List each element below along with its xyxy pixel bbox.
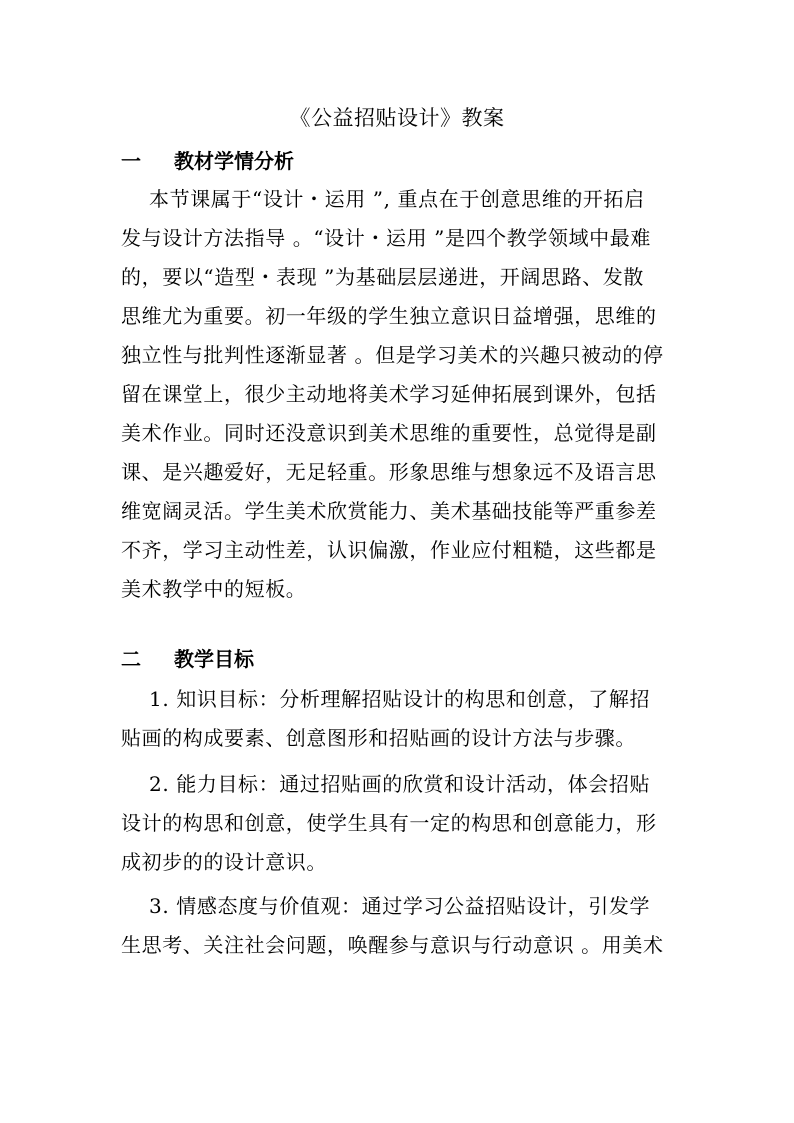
- list-item-line: 2. 能力目标：通过招贴画的欣赏和设计活动，体会招贴: [149, 772, 651, 796]
- objective-item-attitude: [121, 887, 679, 965]
- section-heading-analysis: [121, 146, 294, 176]
- paragraph-line: 的，要以“造型・表现 ”为基础层层递进，开阔思路、发散: [121, 265, 645, 289]
- paragraph-line: 美术教学中的短板。: [121, 577, 307, 601]
- paragraph-line: 发与设计方法指导 。“设计・运用 ”是四个教学领域中最难: [121, 226, 651, 250]
- paragraph-line: 美术作业。同时还没意识到美术思维的重要性，总觉得是副: [121, 421, 657, 445]
- list-item-line: 设计的构思和创意，使学生具有一定的构思和创意能力，形: [121, 811, 657, 835]
- list-item-line: 贴画的构成要素、创意图形和招贴画的设计方法与步骤。: [121, 726, 636, 750]
- section-title: 教学目标: [174, 647, 254, 671]
- paragraph-line: 不齐，学习主动性差，认识偏激，作业应付粗糙，这些都是: [121, 538, 657, 562]
- section-number: 一: [121, 149, 141, 173]
- paragraph-line: 独立性与批判性逐渐显著 。但是学习美术的兴趣只被动的停: [121, 343, 664, 367]
- list-item-line: 1. 知识目标：分析理解招贴设计的构思和创意，了解招: [149, 687, 651, 711]
- paragraph-line: 思维尤为重要。初一年级的学生独立意识日益增强，思维的: [121, 304, 657, 328]
- objective-item-knowledge: [121, 680, 679, 758]
- list-item-line: 生思考、关注社会问题，唤醒参与意识与行动意识 。用美术: [121, 933, 664, 957]
- analysis-paragraph: [121, 180, 679, 609]
- section-title: 教材学情分析: [174, 149, 294, 173]
- section-heading-objectives: [121, 644, 254, 674]
- list-item-line: 成初步的的设计意识。: [121, 850, 327, 874]
- list-item-line: 3. 情感态度与价值观：通过学习公益招贴设计，引发学: [149, 894, 651, 918]
- section-number: 二: [121, 647, 141, 671]
- paragraph-line: 维宽阔灵活。学生美术欣赏能力、美术基础技能等严重参差: [121, 499, 657, 523]
- objective-item-ability: [121, 765, 679, 882]
- paragraph-line: 留在课堂上，很少主动地将美术学习延伸拓展到课外，包括: [121, 382, 657, 406]
- document-title: 《公益招贴设计》教案: [289, 106, 505, 130]
- paragraph-line: 课、是兴趣爱好，无足轻重。形象思维与想象远不及语言思: [121, 460, 657, 484]
- paragraph-line: 本节课属于“设计・运用 ”, 重点在于创意思维的开拓启: [149, 187, 645, 211]
